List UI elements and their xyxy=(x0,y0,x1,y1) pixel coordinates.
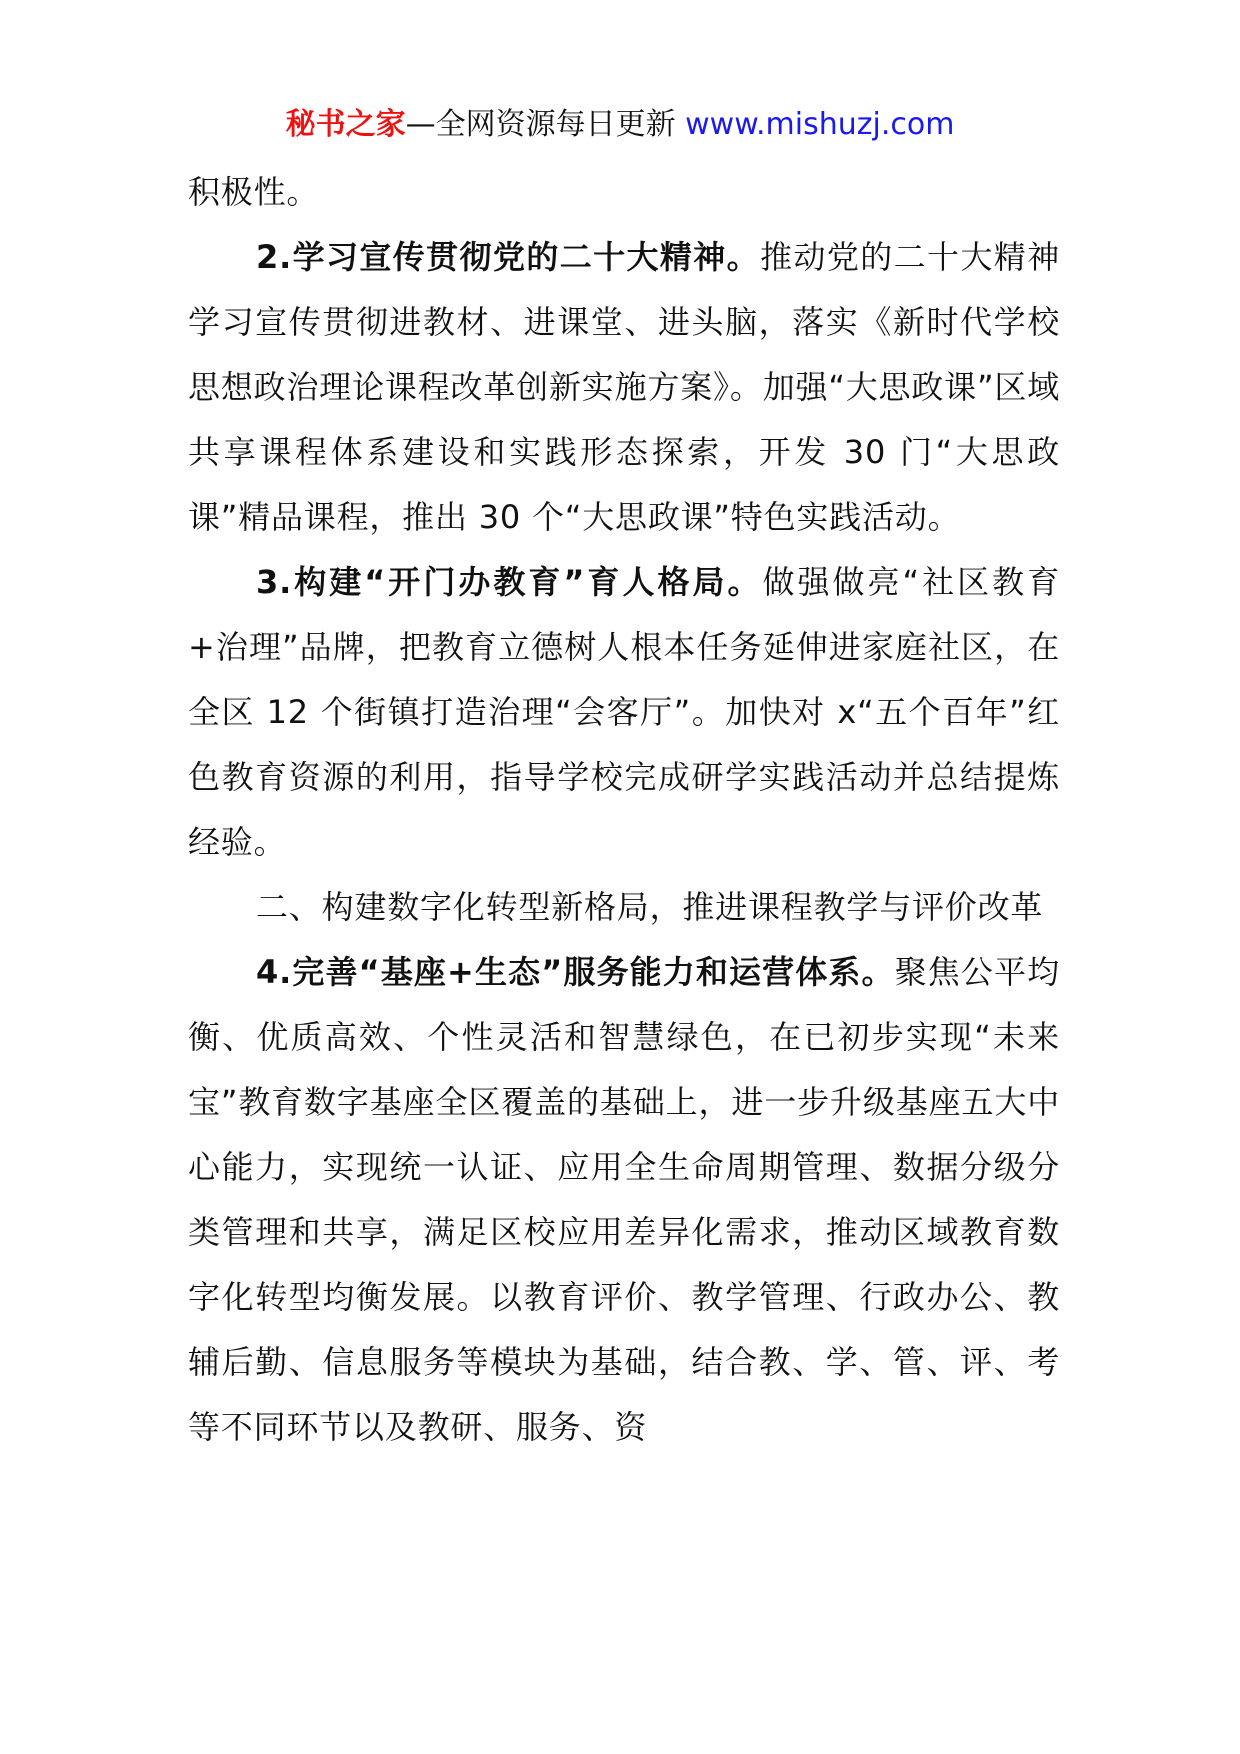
site-slogan: —全网资源每日更新 xyxy=(405,107,686,142)
document-body xyxy=(188,160,1060,1460)
watermark-header xyxy=(0,103,1240,147)
section-heading-2 xyxy=(188,875,1060,940)
section-heading-text: 二、构建数字化转型新格局，推进课程教学与评价改革 xyxy=(256,888,1044,926)
paragraph-heading: 4.完善“基座+生态”服务能力和运营体系。 xyxy=(256,953,895,991)
paragraph-heading: 3.构建“开门办教育”育人格局。 xyxy=(256,563,763,601)
paragraph-text: 聚焦公平均衡、优质高效、个性灵活和智慧绿色，在已初步实现“未来宝”教育数字基座全区覆盖的基础上，进一步升级基座五大中心能力，实现统一认证、应用全生命周期管理、数据分级分类管理和共享，满足区校应用差异化需求，推动区域教育数字化转型均衡发展。以教育评价、教学管理、行政办公、教辅后勤、信息服务等模块为基础，结合教、学、管、评、考等不同环节以及教研、服务、资 xyxy=(188,953,1060,1446)
paragraph-continuation xyxy=(188,160,1060,225)
paragraph-item-4 xyxy=(188,940,1060,1460)
site-brand: 秘书之家 xyxy=(285,107,406,142)
paragraph-item-3 xyxy=(188,550,1060,875)
site-url-link[interactable]: www.mishuzj.com xyxy=(685,107,955,142)
paragraph-item-2 xyxy=(188,225,1060,550)
paragraph-heading: 2.学习宣传贯彻党的二十大精神。 xyxy=(256,238,761,276)
paragraph-text: 做强做亮“社区教育+治理”品牌，把教育立德树人根本任务延伸进家庭社区，在全区 12 个街镇打造治理“会客厅”。加快对 x“五个百年”红色教育资源的利用，指导学校完成研学实践活动并总结提炼经验。 xyxy=(188,563,1060,861)
paragraph-text: 积极性。 xyxy=(188,173,320,211)
paragraph-text: 推动党的二十大精神学习宣传贯彻进教材、进课堂、进头脑，落实《新时代学校思想政治理论课程改革创新实施方案》。加强“大思政课”区域共享课程体系建设和实践形态探索，开发 30 门“大思政课”精品课程，推出 30 个“大思政课”特色实践活动。 xyxy=(188,238,1060,536)
